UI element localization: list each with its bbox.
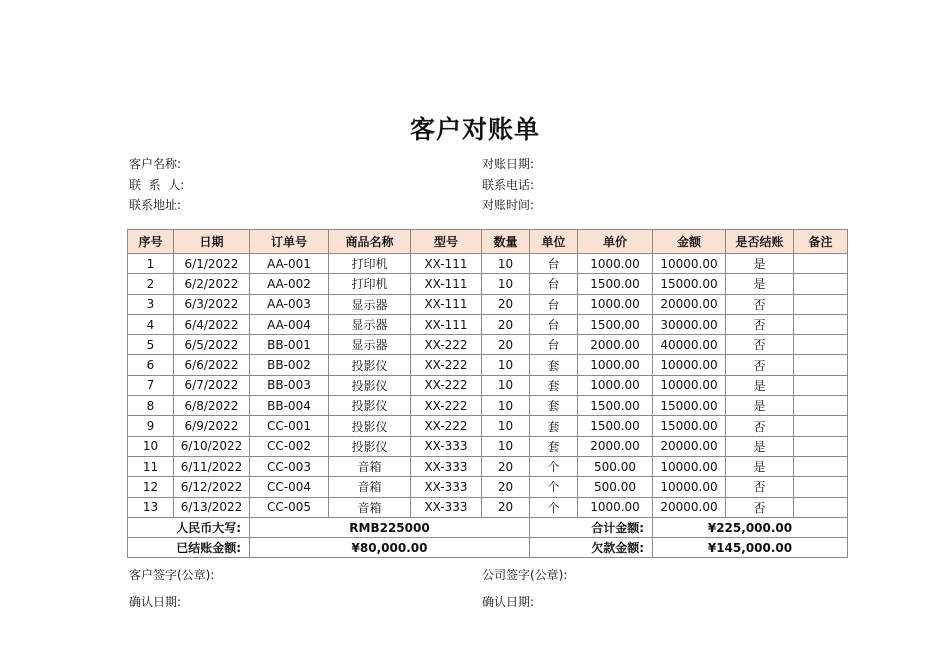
cell-remarks <box>794 436 848 456</box>
cell-unit: 台 <box>530 294 578 314</box>
cell-date: 6/10/2022 <box>174 436 250 456</box>
cell-date: 6/1/2022 <box>174 254 250 274</box>
company-signature-label: 公司签字(公章): <box>482 568 568 582</box>
header-date: 日期 <box>174 230 250 254</box>
cell-settled: 否 <box>726 477 794 497</box>
cell-product-name: 显示器 <box>329 314 411 334</box>
cell-remarks <box>794 355 848 375</box>
cell-remarks <box>794 314 848 334</box>
cell-product-name: 音箱 <box>329 456 411 476</box>
cell-amount: 10000.00 <box>653 456 726 476</box>
cell-settled: 是 <box>726 274 794 294</box>
cell-model: XX-222 <box>411 416 482 436</box>
cell-index: 6 <box>128 355 174 375</box>
cell-date: 6/9/2022 <box>174 416 250 436</box>
cell-index: 9 <box>128 416 174 436</box>
cell-amount: 20000.00 <box>653 497 726 517</box>
header-product-name: 商品名称 <box>329 230 411 254</box>
cell-date: 6/13/2022 <box>174 497 250 517</box>
cell-settled: 否 <box>726 294 794 314</box>
cell-remarks <box>794 294 848 314</box>
customer-info-block <box>129 154 184 216</box>
settled-amount-value: ¥80,000.00 <box>250 538 530 558</box>
cell-remarks <box>794 477 848 497</box>
statement-time-label: 对账时间: <box>482 198 535 212</box>
cell-order-number: AA-001 <box>250 254 329 274</box>
cell-product-name: 打印机 <box>329 254 411 274</box>
cell-date: 6/6/2022 <box>174 355 250 375</box>
header-settled: 是否结账 <box>726 230 794 254</box>
cell-model: XX-333 <box>411 456 482 476</box>
cell-unit: 套 <box>530 396 578 416</box>
cell-remarks <box>794 416 848 436</box>
cell-product-name: 投影仪 <box>329 436 411 456</box>
cell-order-number: AA-004 <box>250 314 329 334</box>
cell-product-name: 打印机 <box>329 274 411 294</box>
table-header-row <box>128 230 848 254</box>
cell-amount: 20000.00 <box>653 294 726 314</box>
cell-unit: 套 <box>530 416 578 436</box>
cell-product-name: 投影仪 <box>329 396 411 416</box>
cell-model: XX-111 <box>411 274 482 294</box>
cell-unit-price: 1500.00 <box>578 314 653 334</box>
cell-unit: 个 <box>530 477 578 497</box>
cell-unit: 台 <box>530 335 578 355</box>
cell-settled: 是 <box>726 456 794 476</box>
cell-amount: 10000.00 <box>653 477 726 497</box>
header-unit: 单位 <box>530 230 578 254</box>
cell-order-number: CC-001 <box>250 416 329 436</box>
cell-settled: 是 <box>726 375 794 395</box>
cell-quantity: 10 <box>482 436 530 456</box>
cell-settled: 否 <box>726 497 794 517</box>
table-row <box>128 254 848 274</box>
cell-index: 4 <box>128 314 174 334</box>
cell-model: XX-111 <box>411 254 482 274</box>
cell-order-number: BB-002 <box>250 355 329 375</box>
cell-index: 10 <box>128 436 174 456</box>
cell-amount: 10000.00 <box>653 355 726 375</box>
total-amount-value: ¥225,000.00 <box>653 517 848 537</box>
cell-remarks <box>794 396 848 416</box>
table-row <box>128 375 848 395</box>
cell-product-name: 显示器 <box>329 294 411 314</box>
cell-unit: 套 <box>530 375 578 395</box>
header-unit-price: 单价 <box>578 230 653 254</box>
cell-model: XX-333 <box>411 436 482 456</box>
company-confirm-date-label: 确认日期: <box>482 595 535 609</box>
cell-unit: 台 <box>530 254 578 274</box>
header-remarks: 备注 <box>794 230 848 254</box>
cell-remarks <box>794 497 848 517</box>
cell-unit: 个 <box>530 497 578 517</box>
cell-model: XX-222 <box>411 396 482 416</box>
settled-amount-label: 已结账金额: <box>128 538 250 558</box>
cell-settled: 是 <box>726 436 794 456</box>
cell-unit-price: 1000.00 <box>578 294 653 314</box>
owed-amount-value: ¥145,000.00 <box>653 538 848 558</box>
cell-remarks <box>794 375 848 395</box>
table-row <box>128 456 848 476</box>
cell-remarks <box>794 254 848 274</box>
contact-address-label: 联系地址: <box>129 198 182 212</box>
cell-unit-price: 1500.00 <box>578 416 653 436</box>
cell-index: 8 <box>128 396 174 416</box>
statement-date-label: 对账日期: <box>482 157 535 171</box>
header-quantity: 数量 <box>482 230 530 254</box>
cell-quantity: 20 <box>482 314 530 334</box>
cell-model: XX-222 <box>411 375 482 395</box>
cell-date: 6/8/2022 <box>174 396 250 416</box>
cell-date: 6/11/2022 <box>174 456 250 476</box>
cell-date: 6/2/2022 <box>174 274 250 294</box>
cell-product-name: 显示器 <box>329 335 411 355</box>
cell-remarks <box>794 456 848 476</box>
cell-quantity: 10 <box>482 274 530 294</box>
header-model: 型号 <box>411 230 482 254</box>
cell-quantity: 20 <box>482 335 530 355</box>
contact-phone-label: 联系电话: <box>482 177 535 192</box>
cell-quantity: 20 <box>482 477 530 497</box>
rmb-uppercase-value: RMB225000 <box>250 517 530 537</box>
cell-date: 6/3/2022 <box>174 294 250 314</box>
document-title: 客户对账单 <box>409 115 540 144</box>
cell-order-number: CC-005 <box>250 497 329 517</box>
cell-date: 6/5/2022 <box>174 335 250 355</box>
cell-settled: 否 <box>726 314 794 334</box>
cell-unit-price: 1500.00 <box>578 274 653 294</box>
cell-order-number: AA-003 <box>250 294 329 314</box>
cell-amount: 10000.00 <box>653 254 726 274</box>
cell-unit: 台 <box>530 274 578 294</box>
cell-amount: 40000.00 <box>653 335 726 355</box>
cell-unit: 台 <box>530 314 578 334</box>
cell-index: 3 <box>128 294 174 314</box>
contact-person-label: 联 系 人: <box>129 177 185 192</box>
table-row <box>128 335 848 355</box>
cell-settled: 是 <box>726 254 794 274</box>
cell-unit-price: 1000.00 <box>578 497 653 517</box>
cell-index: 13 <box>128 497 174 517</box>
rmb-uppercase-label: 人民币大写: <box>128 517 250 537</box>
cell-amount: 15000.00 <box>653 416 726 436</box>
summary-row-settled <box>128 538 848 558</box>
statement-info-block <box>482 154 534 216</box>
cell-model: XX-333 <box>411 477 482 497</box>
cell-order-number: CC-002 <box>250 436 329 456</box>
cell-order-number: CC-003 <box>250 456 329 476</box>
table-row <box>128 355 848 375</box>
cell-model: XX-333 <box>411 497 482 517</box>
cell-unit: 套 <box>530 436 578 456</box>
cell-index: 2 <box>128 274 174 294</box>
table-row <box>128 477 848 497</box>
cell-product-name: 音箱 <box>329 477 411 497</box>
cell-unit-price: 2000.00 <box>578 436 653 456</box>
cell-index: 5 <box>128 335 174 355</box>
cell-index: 7 <box>128 375 174 395</box>
cell-order-number: CC-004 <box>250 477 329 497</box>
cell-product-name: 音箱 <box>329 497 411 517</box>
summary-row-total <box>128 517 848 537</box>
cell-remarks <box>794 274 848 294</box>
cell-product-name: 投影仪 <box>329 416 411 436</box>
customer-confirm-date-label: 确认日期: <box>129 595 182 609</box>
statement-table <box>127 229 848 558</box>
cell-index: 11 <box>128 456 174 476</box>
cell-unit: 个 <box>530 456 578 476</box>
cell-date: 6/4/2022 <box>174 314 250 334</box>
cell-unit-price: 500.00 <box>578 477 653 497</box>
cell-quantity: 20 <box>482 456 530 476</box>
cell-settled: 是 <box>726 396 794 416</box>
cell-product-name: 投影仪 <box>329 375 411 395</box>
header-amount: 金额 <box>653 230 726 254</box>
cell-quantity: 10 <box>482 416 530 436</box>
cell-amount: 15000.00 <box>653 274 726 294</box>
total-amount-label: 合计金额: <box>530 517 653 537</box>
customer-name-label: 客户名称: <box>129 157 182 171</box>
owed-amount-label: 欠款金额: <box>530 538 653 558</box>
table-row <box>128 416 848 436</box>
cell-quantity: 10 <box>482 396 530 416</box>
cell-model: XX-111 <box>411 294 482 314</box>
cell-amount: 30000.00 <box>653 314 726 334</box>
header-order-number: 订单号 <box>250 230 329 254</box>
table-row <box>128 396 848 416</box>
cell-settled: 否 <box>726 355 794 375</box>
cell-unit-price: 1000.00 <box>578 254 653 274</box>
table-row <box>128 497 848 517</box>
table-row <box>128 314 848 334</box>
cell-unit-price: 1000.00 <box>578 355 653 375</box>
cell-order-number: BB-004 <box>250 396 329 416</box>
cell-product-name: 投影仪 <box>329 355 411 375</box>
cell-amount: 15000.00 <box>653 396 726 416</box>
cell-model: XX-111 <box>411 314 482 334</box>
cell-quantity: 20 <box>482 294 530 314</box>
cell-index: 12 <box>128 477 174 497</box>
cell-quantity: 20 <box>482 497 530 517</box>
cell-unit: 套 <box>530 355 578 375</box>
cell-model: XX-222 <box>411 355 482 375</box>
cell-unit-price: 1500.00 <box>578 396 653 416</box>
cell-order-number: BB-003 <box>250 375 329 395</box>
cell-settled: 否 <box>726 416 794 436</box>
cell-quantity: 10 <box>482 355 530 375</box>
cell-unit-price: 1000.00 <box>578 375 653 395</box>
cell-model: XX-222 <box>411 335 482 355</box>
cell-order-number: BB-001 <box>250 335 329 355</box>
cell-index: 1 <box>128 254 174 274</box>
cell-unit-price: 2000.00 <box>578 335 653 355</box>
cell-settled: 否 <box>726 335 794 355</box>
cell-date: 6/12/2022 <box>174 477 250 497</box>
cell-remarks <box>794 335 848 355</box>
table-row <box>128 274 848 294</box>
cell-quantity: 10 <box>482 375 530 395</box>
cell-order-number: AA-002 <box>250 274 329 294</box>
cell-date: 6/7/2022 <box>174 375 250 395</box>
cell-amount: 20000.00 <box>653 436 726 456</box>
cell-quantity: 10 <box>482 254 530 274</box>
cell-amount: 10000.00 <box>653 375 726 395</box>
table-row <box>128 436 848 456</box>
cell-unit-price: 500.00 <box>578 456 653 476</box>
header-index: 序号 <box>128 230 174 254</box>
customer-signature-label: 客户签字(公章): <box>129 568 215 582</box>
table-row <box>128 294 848 314</box>
